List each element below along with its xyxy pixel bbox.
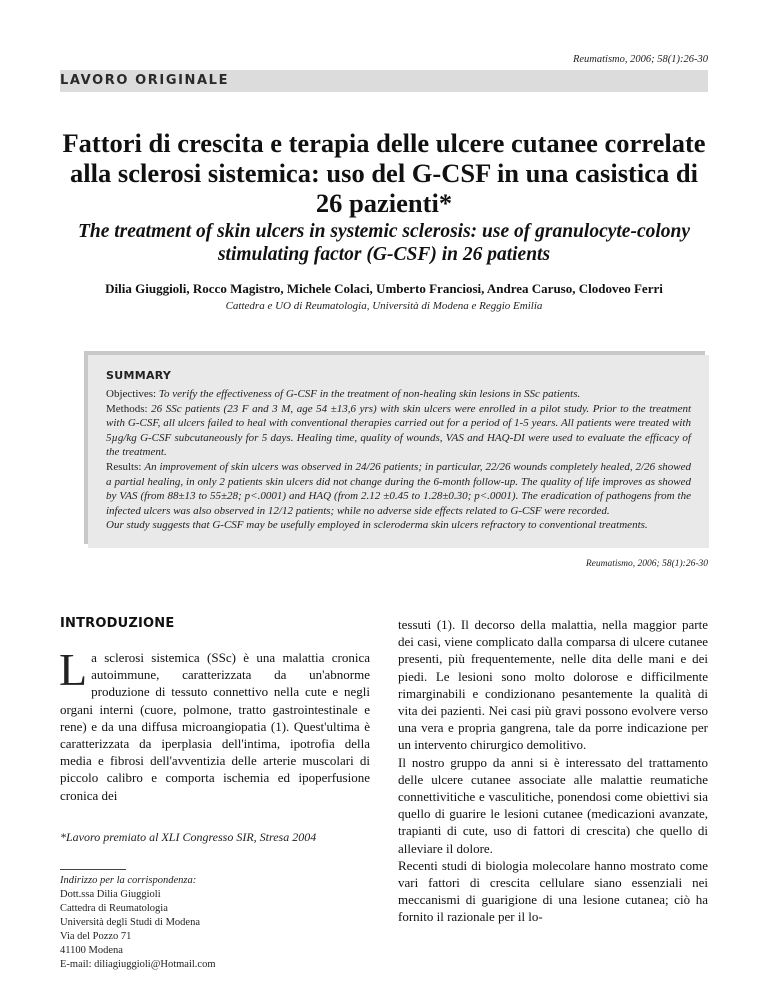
- correspondence-street: Via del Pozzo 71: [60, 930, 132, 942]
- summary-body: [106, 387, 691, 533]
- correspondence-city: 41100 Modena: [60, 944, 123, 956]
- correspondence-address: [60, 874, 370, 972]
- article-subtitle: The treatment of skin ulcers in systemic sclerosis: use of granulocyte-colony stimulating factor (G-CSF) in 26 patients: [77, 221, 691, 265]
- authors: Dilia Giuggioli, Rocco Magistro, Michele Colaci, Umberto Franciosi, Andrea Caruso, Clodoveo Ferri: [105, 281, 663, 296]
- section-label: LAVORO ORIGINALE: [60, 73, 230, 88]
- results-text: An improvement of skin ulcers was observed in 24/26 patients; in particular, 22/26 wounds completely healed, 2/26 showed a partial healing, in only 2 patients skin ulcers did not change during the 6-month follow-up. The quality of life improves as showed by VAS (from 88±13 to 55±28; p<.0001) and HAQ (from 2.12 ±0.45 to 1.28±0.30; p<.0001). The eradication of pathogens from the infected ulcers was also observed in 12/12 patients; while no adverse side effects related to G-CSF were recorded.: [106, 460, 691, 517]
- award-footnote: *Lavoro premiato al XLI Congresso SIR, Stresa 2004: [60, 829, 317, 844]
- article-title: Fattori di crescita e terapia delle ulcere cutanee correlate alla sclerosi sistemica: uso del G-CSF in una casistica di 26 pazienti*: [62, 128, 706, 218]
- correspondence-university: Università degli Studi di Modena: [60, 916, 200, 928]
- summary-reference: Reumatismo, 2006; 58(1):26-30: [585, 559, 708, 569]
- left-column: [60, 616, 370, 972]
- affiliation: Cattedra e UO di Reumatologia, Università di Modena e Reggio Emilia: [225, 300, 543, 312]
- address-divider: [60, 869, 126, 870]
- journal-reference: Reumatismo, 2006; 58(1):26-30: [572, 54, 708, 65]
- intro-heading: INTRODUZIONE: [60, 616, 175, 631]
- section-band: [60, 70, 708, 92]
- intro-paragraph-left: [59, 644, 370, 804]
- intro-left-text: a sclerosi sistemica (SSc) è una malattia cronica autoimmune, caratterizzata da un'abnorme produzione di tessuto connettivo nella cute e negli organi interni (cuore, polmone, tratto gastrointestinale e rene) e da una diffusa microangiopatia (1). Quest'ultima è caratterizzata da iperplasia dell'intima, ipotrofia della media e fibrosi dell'avventizia delle arterie muscolari di piccolo calibro e comporta ischemia ed ipoperfusione cronica dei: [60, 650, 370, 803]
- intro-paragraph-right-2: Il nostro gruppo da anni si è interessato del trattamento delle ulcere cutanee associate alle malattie reumatiche connettivitiche e vasculitiche, ponendosi come obiettivi sia quello di guarire le lesioni cutanee (medicazioni avanzate, trapianti di cute, uso di fattori di crescita) che quello di alleviare il dolore.: [398, 754, 708, 856]
- intro-paragraph-right-3: Recenti studi di biologia molecolare hanno mostrato come vari fattori di crescita cellulare siano essenziali nei meccanismi di guarigione di una lesione cutanea; ciò ha fornito il razionale per il lo-: [398, 857, 708, 925]
- correspondence-label: Indirizzo per la corrispondenza:: [60, 874, 197, 886]
- summary-heading: SUMMARY: [106, 369, 172, 382]
- correspondence-dept: Cattedra di Reumatologia: [60, 902, 168, 914]
- methods-label: Methods:: [106, 402, 148, 415]
- right-column: [398, 616, 708, 926]
- results-label: Results:: [106, 460, 142, 473]
- conclusion-text: Our study suggests that G-CSF may be usefully employed in scleroderma skin ulcers refractory to conventional treatments.: [106, 519, 648, 532]
- correspondence-email: E-mail: diliagiuggioli@Hotmail.com: [60, 958, 216, 970]
- methods-text: 26 SSc patients (23 F and 3 M, age 54 ±13,6 yrs) with skin ulcers were enrolled in a pilot study. Prior to the treatment with G-CSF, all ulcers failed to heal with conventional therapies carried out for a period of 1-5 years. All patients were treated with 5µg/kg G-CSF subcutaneously for 5 days. Healing time, quality of wounds, VAS and HAQ-DI were used to evaluate the efficacy of the treatment.: [106, 402, 692, 459]
- summary-box: [88, 355, 709, 548]
- objectives-text: To verify the effectiveness of G-CSF in the treatment of non-healing skin lesions in SSc patients.: [158, 388, 581, 400]
- drop-cap: L: [59, 644, 88, 695]
- intro-paragraph-right-1: tessuti (1). Il decorso della malattia, nella maggior parte dei casi, viene complicato dalla comparsa di ulcere cutanee presenti, più frequentemente, nelle dita delle mani e dei piedi. Le lesioni sono molto dolorose e difficilmente rimarginabili e condizionano pesantemente la qualità di vita dei pazienti. Nei casi più gravi possono evolvere verso una vera e propria gangrena, tale da porre indicazione per un intervento chirurgico demolitivo.: [398, 617, 708, 753]
- correspondence-name: Dott.ssa Dilia Giuggioli: [60, 888, 161, 900]
- objectives-label: Objectives:: [106, 388, 157, 400]
